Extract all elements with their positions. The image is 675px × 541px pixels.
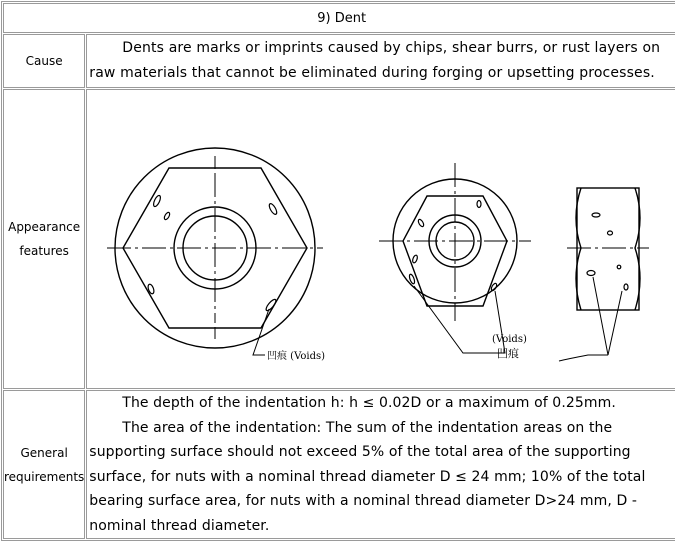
requirement-depth: The depth of the indentation h: h ≤ 0.02D or a maximum of 0.25mm. — [122, 395, 616, 411]
requirement-area: The area of the indentation: The sum of the indentation areas on the supporting surface should not exceed 5% of the total area of the supporting surface, for nuts with a nominal thread diameter D ≤ 24 mm; 10% of the total bearing surface area, for nuts with a nominal thread diameter D>24 mm, D - nominal thread diameter. — [89, 419, 646, 534]
callout-middle-bottom-label: 凹痕 — [497, 347, 520, 360]
appearance-label-line2: features — [19, 244, 69, 258]
requirements-cell — [86, 390, 675, 539]
appearance-label — [3, 89, 85, 389]
requirements-row — [3, 390, 675, 539]
requirements-label-line2: requirements — [4, 469, 85, 484]
appearance-figure-cell — [86, 89, 675, 389]
cause-row — [3, 34, 675, 88]
cause-cell — [86, 34, 675, 88]
cause-label: Cause — [3, 34, 85, 88]
nut-dent-diagram — [87, 91, 675, 387]
dent-spec-table — [1, 1, 675, 541]
nut-side-view — [379, 163, 531, 353]
callout-left-label: 凹痕 (Voids) — [267, 351, 326, 362]
table-title: 9) Dent — [3, 3, 675, 33]
nut-front-view — [559, 188, 649, 361]
callout-middle-top-label: (Voids) — [492, 334, 528, 345]
cause-text: Dents are marks or imprints caused by chips, shear burrs, or rust layers on raw materials that cannot be eliminated during forging or upsetting processes. — [89, 40, 661, 81]
title-row — [3, 3, 675, 33]
nut-top-view — [107, 148, 323, 355]
appearance-row — [3, 89, 675, 389]
appearance-label-line1: Appearance — [8, 220, 81, 234]
requirements-label — [3, 390, 85, 539]
requirements-label-line1: General — [20, 445, 68, 460]
